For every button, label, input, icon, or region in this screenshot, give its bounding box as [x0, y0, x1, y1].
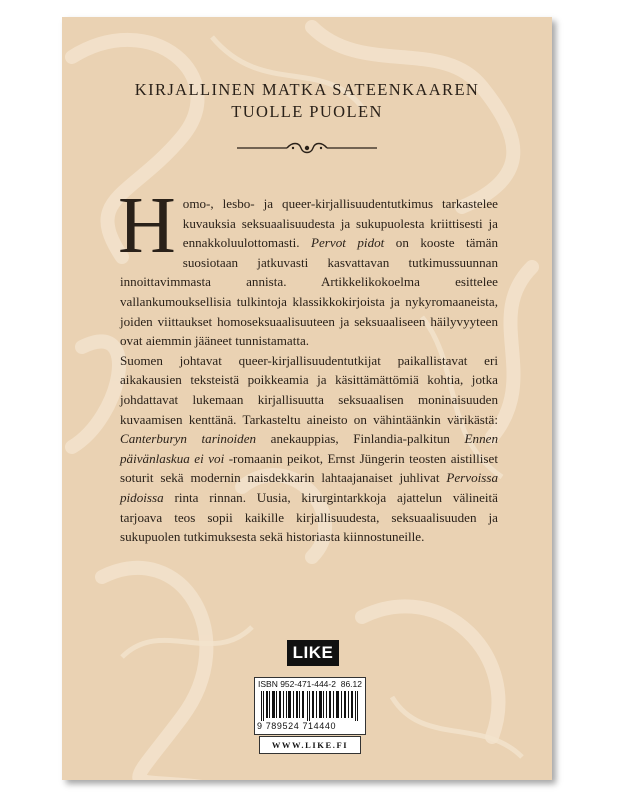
book-back-cover [62, 17, 552, 780]
blurb-paragraph-1 [118, 182, 498, 351]
tagline-line-2: TUOLLE PUOLEN [231, 102, 383, 121]
tagline-line-1: KIRJALLINEN MATKA SATEENKAAREN [134, 80, 480, 99]
blurb-paragraph-2 [120, 351, 498, 547]
book-title-italic: Pervot pidot [311, 235, 385, 251]
work-title-italic: Canterburyn tarinoiden [120, 431, 257, 447]
book-tagline [62, 79, 552, 123]
blurb-text-run: -romaanin peikot, Ernst Jüngerin teosten aistilliset soturit sekä modernin naisdekkarin lahtaajanaiset juhlivat [120, 450, 498, 486]
scroll-ornament-icon [237, 142, 377, 154]
isbn-barcode-box [254, 677, 366, 735]
book-title-italic: Pervoissa pidoissa [120, 470, 498, 505]
blurb-text-run: rinta rinnan. Uusia, kirurgintarkkoja ajattelun välineitä tarjoava teos sopii kaikille kirjallisuudesta, seksuaalisuuden ja sukupuolen tutkimuksesta sekä historiasta kiinnostuneille. [120, 489, 498, 545]
work-title-italic: Ennen päivänlaskua ei voi [120, 431, 498, 466]
blurb-text-run: anekauppias, Finlandia-palkitun [256, 431, 465, 447]
barcode-graphic [261, 691, 359, 721]
drop-cap: H [118, 182, 176, 270]
blurb-text [118, 182, 498, 547]
barcode-number: 9 789524 714440 [257, 721, 337, 731]
blurb-text-run: on kooste tämän suosiotaan jatkuvasti kasvattavan tutkimussuunnan innoittavimmasta annista. Artikkelikokoelma esittelee vallankumouksellisia tulkintoja klassikkokirjoista ja nykyromaaneista, joiden viittaukset homoseksuaalisuuteen ja seksuaaliseen häilyvyyteen ovat aiemmin jääneet tunnistamatta. [120, 235, 498, 349]
isbn-label: ISBN 952-471-444-2 [258, 679, 336, 689]
price-code: 86.12 [340, 679, 362, 689]
publisher-website: WWW.LIKE.FI [259, 736, 361, 754]
publisher-logo: LIKE [287, 640, 339, 666]
blurb-text-run: omo-, lesbo- ja queer-kirjallisuudentutkimus tarkastelee kuvauksia seksuaalisuudesta ja sukupuolesta kriittisesti ja ennakkoluulottomasti. [182, 196, 498, 251]
blurb-text-run: Suomen johtavat queer-kirjallisuudentutkijat paikallistavat eri aikakausien teksteistä poikkeamia ja käsittämättömiä kohtia, jotka johdattavat lukemaan kirjallisuutta seksuaalisen moninaisuuden kuvaamisen kenttänä. Tarkasteltu aineisto on vähintäänkin värikästä: [120, 352, 498, 427]
